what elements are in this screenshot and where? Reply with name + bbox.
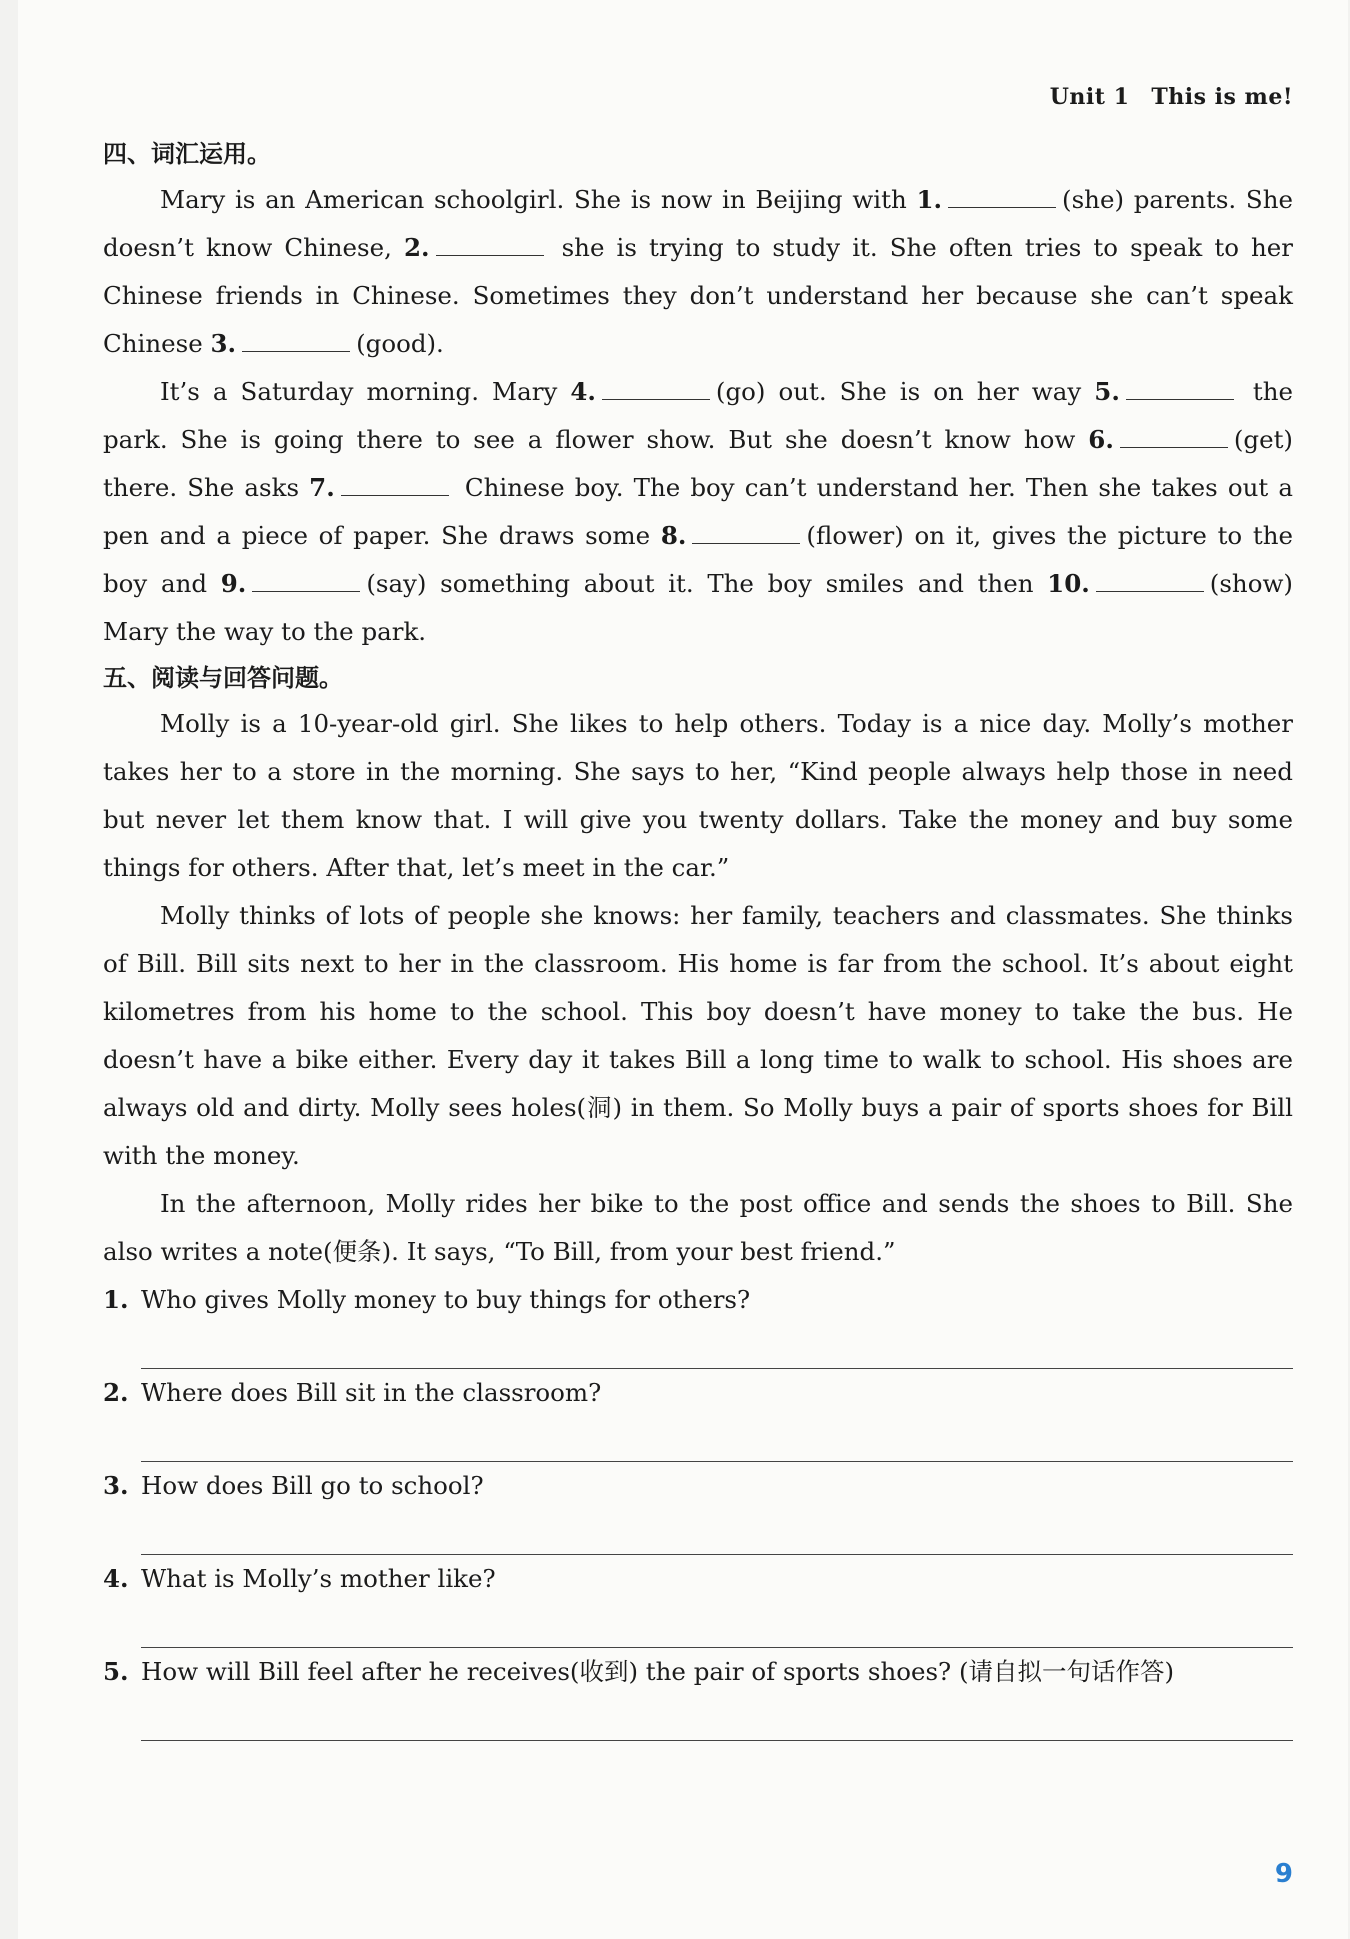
question-text: Who gives Molly money to buy things for others? bbox=[141, 1285, 751, 1314]
text-segment: (go) out. She is on her way bbox=[715, 377, 1095, 406]
blank-6[interactable] bbox=[1120, 423, 1228, 448]
question-number: 1. bbox=[103, 1285, 129, 1314]
content bbox=[103, 132, 1293, 1741]
text-segment: she is trying to study it. She often tries to speak to her Chinese friends in Chinese. Sometimes they don’t understand her because she can’t speak Chinese bbox=[103, 233, 1293, 358]
blank-number-8: 8. bbox=[660, 521, 687, 550]
blank-number-4: 4. bbox=[570, 377, 596, 406]
section-5-heading: 五、阅读与回答问题。 bbox=[103, 664, 343, 692]
reading-paragraph-3: In the afternoon, Molly rides her bike to the post office and sends the shoes to Bill. She also writes a note(便条). It says, “To Bill, from your best friend.” bbox=[103, 1189, 1293, 1266]
text-segment: (show) Mary the way to the park. bbox=[103, 569, 1293, 646]
question-text: How does Bill go to school? bbox=[141, 1471, 484, 1500]
question-number: 5. bbox=[103, 1657, 129, 1686]
blank-3[interactable] bbox=[242, 327, 350, 352]
blank-number-10: 10. bbox=[1047, 569, 1090, 598]
section-4-heading: 四、词汇运用。 bbox=[103, 140, 271, 168]
blank-8[interactable] bbox=[692, 519, 800, 544]
unit-label: Unit 1 bbox=[1049, 84, 1130, 110]
question-text: How will Bill feel after he receives(收到) the pair of sports shoes? (请自拟一句话作答) bbox=[141, 1657, 1175, 1686]
blank-10[interactable] bbox=[1096, 567, 1204, 592]
question-1 bbox=[103, 1276, 1293, 1369]
text-segment: Chinese boy. The boy can’t understand her. Then she takes out a pen and a piece of paper. She draws some bbox=[103, 473, 1293, 550]
reading-paragraph-1: Molly is a 10-year-old girl. She likes to help others. Today is a nice day. Molly’s mother takes her to a store in the morning. She says to her, “Kind people always help those in need but never let them know that. I will give you twenty dollars. Take the money and buy some things for others. After that, let’s meet in the car.” bbox=[103, 709, 1293, 882]
worksheet-page bbox=[18, 0, 1348, 1939]
section-4-paragraph-2 bbox=[103, 368, 1293, 656]
question-number: 4. bbox=[103, 1564, 129, 1593]
text-segment: (flower) on it, gives the picture to the boy and bbox=[103, 521, 1293, 598]
question-3 bbox=[103, 1462, 1293, 1555]
unit-title: This is me! bbox=[1151, 84, 1293, 110]
text-segment: the park. She is going there to see a flower show. But she doesn’t know how bbox=[103, 377, 1294, 454]
question-4 bbox=[103, 1555, 1293, 1648]
text-segment: (she) parents. She doesn’t know Chinese, bbox=[103, 185, 1293, 262]
blank-7[interactable] bbox=[341, 471, 449, 496]
text-segment: It’s a Saturday morning. Mary bbox=[160, 377, 571, 406]
section-4-paragraph-1 bbox=[103, 176, 1293, 368]
blank-number-3: 3. bbox=[210, 329, 237, 358]
question-number: 2. bbox=[103, 1378, 129, 1407]
blank-number-1: 1. bbox=[916, 185, 943, 214]
page-header bbox=[1050, 84, 1293, 110]
blank-5[interactable] bbox=[1126, 375, 1234, 400]
reading-paragraph-2: Molly thinks of lots of people she knows: her family, teachers and classmates. She thinks of Bill. Bill sits next to her in the classroom. His home is far from the school. It’s about eight kilometres from his home to the school. This boy doesn’t have money to take the bus. He doesn’t have a bike either. Every day it takes Bill a long time to walk to school. His shoes are always old and dirty. Molly sees holes(洞) in them. So Molly buys a pair of sports shoes for Bill with the money. bbox=[103, 901, 1293, 1170]
blank-number-2: 2. bbox=[403, 233, 430, 262]
blank-number-9: 9. bbox=[220, 569, 247, 598]
blank-number-5: 5. bbox=[1094, 377, 1120, 406]
blank-4[interactable] bbox=[602, 375, 710, 400]
answer-line-5[interactable] bbox=[141, 1740, 1293, 1741]
question-text: What is Molly’s mother like? bbox=[141, 1564, 496, 1593]
text-segment: (get) there. She asks bbox=[103, 425, 1293, 502]
question-text: Where does Bill sit in the classroom? bbox=[141, 1378, 602, 1407]
question-number: 3. bbox=[103, 1471, 129, 1500]
blank-2[interactable] bbox=[436, 231, 544, 256]
blank-9[interactable] bbox=[252, 567, 360, 592]
question-5 bbox=[103, 1648, 1293, 1741]
question-2 bbox=[103, 1369, 1293, 1462]
text-segment: Mary is an American schoolgirl. She is now in Beijing with bbox=[160, 185, 917, 214]
text-segment: (say) something about it. The boy smiles and then bbox=[366, 569, 1048, 598]
blank-number-6: 6. bbox=[1088, 425, 1114, 454]
blank-1[interactable] bbox=[948, 183, 1056, 208]
blank-number-7: 7. bbox=[309, 473, 335, 502]
text-segment: (good). bbox=[356, 329, 444, 358]
page-number: 9 bbox=[1274, 1859, 1293, 1889]
